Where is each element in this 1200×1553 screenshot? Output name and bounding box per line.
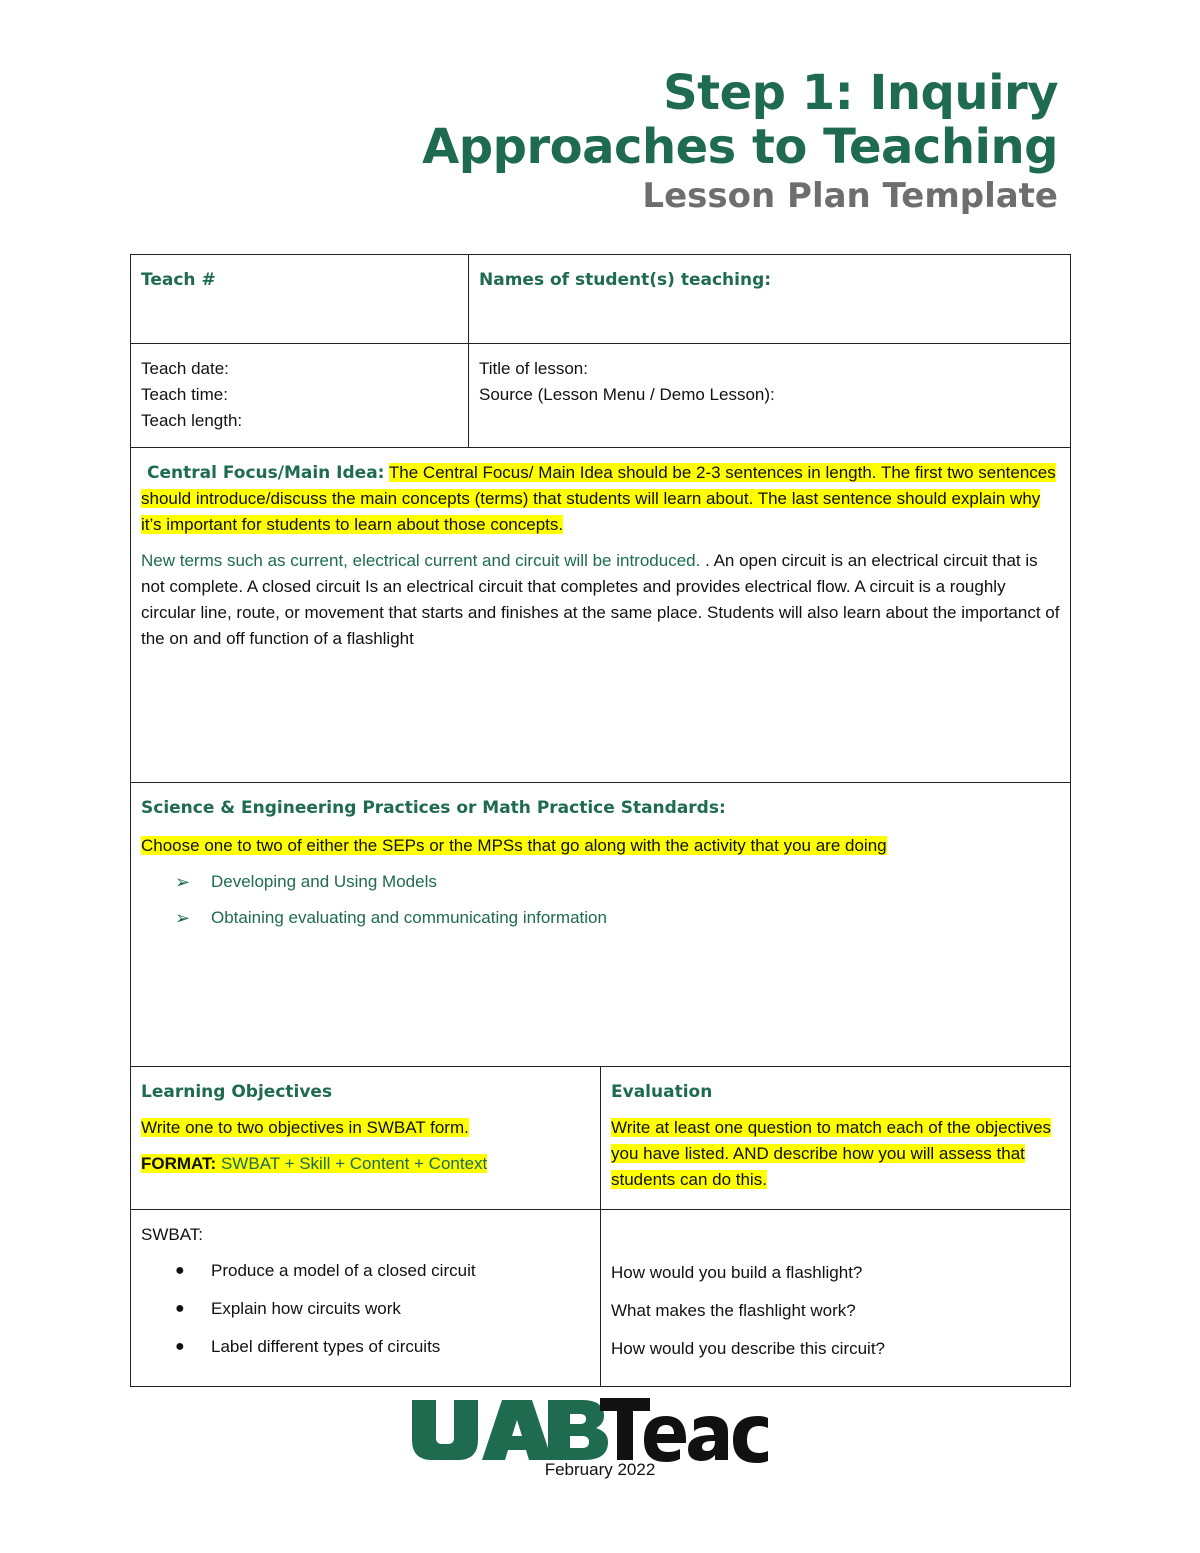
learning-objectives-label: Learning Objectives: [141, 1082, 333, 1102]
bullet-icon: ●: [175, 1338, 185, 1355]
swbat-cell[interactable]: [131, 1210, 601, 1387]
practices-label: Science & Engineering Practices or Math Practice Standards:: [141, 798, 726, 818]
central-focus-terms: New terms such as current, electrical current and circuit will be introduced.: [141, 551, 701, 570]
list-item: ➢ Developing and Using Models: [175, 869, 1060, 895]
footer-date: February 2022: [544, 1460, 656, 1479]
evaluation-questions-cell[interactable]: [601, 1210, 1071, 1387]
evaluation-question: How would you describe this circuit?: [611, 1339, 886, 1358]
central-focus-cell[interactable]: [131, 448, 1071, 783]
teach-time-label: Teach time:: [141, 385, 228, 404]
subtitle: Lesson Plan Template: [642, 176, 1058, 216]
title-of-lesson-label: Title of lesson:: [479, 359, 588, 378]
table-row: [131, 344, 1071, 448]
names-cell[interactable]: [469, 255, 1071, 344]
lesson-title-cell[interactable]: [469, 344, 1071, 448]
evaluation-instruction: Write at least one question to match each of the objectives you have listed. AND describe how you will assess that students can do this.: [611, 1118, 1052, 1189]
teach-details-cell[interactable]: [131, 344, 469, 448]
table-row: [131, 1067, 1071, 1210]
lesson-plan-table: [130, 254, 1071, 1387]
swbat-label: SWBAT:: [141, 1225, 204, 1244]
teach-number-label: Teach #: [141, 270, 216, 290]
names-label: Names of student(s) teaching:: [479, 270, 772, 290]
practices-instruction: Choose one to two of either the SEPs or the MPSs that go along with the activity that you are doing: [141, 836, 887, 855]
table-row: [131, 448, 1071, 783]
objectives-list: [141, 1258, 590, 1360]
format-label: FORMAT:: [141, 1154, 217, 1173]
central-focus-instruction: The Central Focus/ Main Idea should be 2-3 sentences in length. The first two sentences should introduce/discuss the main concepts (terms) that students will learn about. The last sentence should explain why it’s important for students to learn about those concepts.: [141, 463, 1056, 534]
objectives-instruction: Write one to two objectives in SWBAT form.: [141, 1118, 469, 1137]
arrow-bullet-icon: ➢: [175, 908, 191, 928]
list-item: ● Label different types of circuits: [175, 1334, 590, 1360]
teach-number-cell[interactable]: [131, 255, 469, 344]
table-row: [131, 255, 1071, 344]
format-value: SWBAT + Skill + Content + Context: [220, 1154, 488, 1173]
list-item: ● Explain how circuits work: [175, 1296, 590, 1322]
evaluation-label: Evaluation: [611, 1082, 713, 1102]
source-label: Source (Lesson Menu / Demo Lesson):: [479, 385, 775, 404]
bullet-icon: ●: [175, 1300, 185, 1317]
list-item: ➢ Obtaining evaluating and communicating information: [175, 905, 1060, 931]
title-line-2: Approaches to Teaching: [422, 119, 1058, 175]
document-header: [422, 66, 1058, 218]
uabteach-logo: [412, 1392, 792, 1464]
bullet-icon: ●: [175, 1262, 185, 1279]
practices-cell[interactable]: [131, 783, 1071, 1067]
teach-length-label: Teach length:: [141, 411, 243, 430]
practices-list: [141, 869, 1060, 931]
learning-objectives-cell[interactable]: [131, 1067, 601, 1210]
table-row: [131, 783, 1071, 1067]
arrow-bullet-icon: ➢: [175, 872, 191, 892]
evaluation-question: What makes the flashlight work?: [611, 1301, 856, 1320]
title-line-1: Step 1: Inquiry: [663, 65, 1058, 121]
evaluation-cell[interactable]: [601, 1067, 1071, 1210]
evaluation-question: How would you build a flashlight?: [611, 1263, 863, 1282]
teach-date-label: Teach date:: [141, 359, 229, 378]
central-focus-label: Central Focus/Main Idea:: [147, 463, 385, 483]
central-focus-body: . An open circuit is an electrical circuit that is not complete. A closed circuit Is an electrical circuit that completes and provides electrical flow. A circuit is a roughly circular line, route, or movement that starts and finishes at the same place. Students will also learn about the importanct of the on and off function of a flashlight: [141, 551, 1060, 648]
list-item: ● Produce a model of a closed circuit: [175, 1258, 590, 1284]
table-row: [131, 1210, 1071, 1387]
